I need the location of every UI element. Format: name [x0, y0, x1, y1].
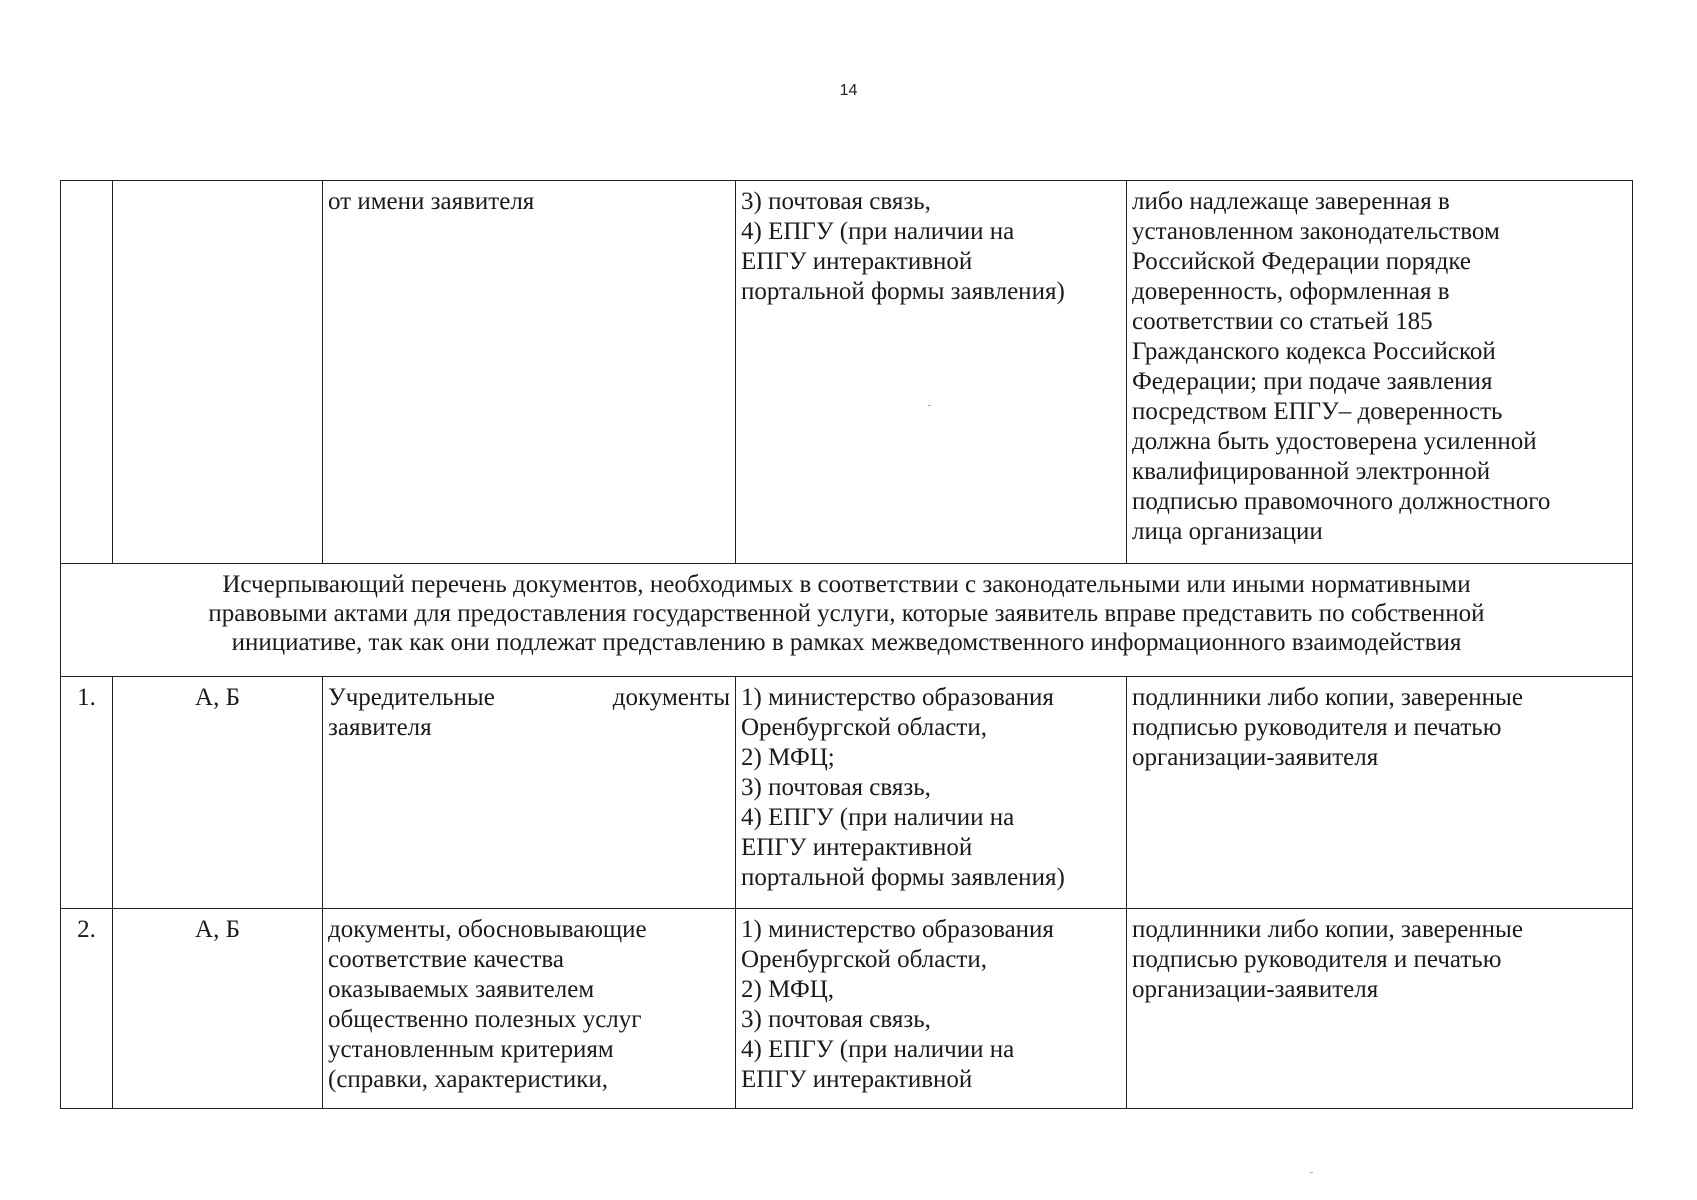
table-row: [61, 181, 1633, 564]
text-line: инициативе, так как они подлежат представлению в рамках межведомственного информационного взаимодействия: [231, 629, 1462, 656]
text-line: установленном законодательством: [1132, 218, 1500, 245]
text-line: должна быть удостоверена усиленной: [1132, 428, 1537, 455]
text-line: 3) почтовая связь,: [741, 188, 931, 215]
text-line: соответствие качества: [328, 946, 564, 973]
text-line: 4) ЕПГУ (при наличии на: [741, 218, 1015, 245]
text-line: портальной формы заявления): [741, 864, 1065, 891]
text-line: посредством ЕПГУ– доверенность: [1132, 398, 1503, 425]
text-line: 2) МФЦ,: [741, 976, 835, 1003]
text-line: либо надлежаще заверенная в: [1132, 188, 1450, 215]
section-header: [61, 564, 1633, 677]
text-line: 4) ЕПГУ (при наличии на: [741, 1036, 1015, 1063]
section-header-row: [61, 564, 1633, 677]
text-line: 1) министерство образования: [741, 684, 1054, 711]
text-line: 3) почтовая связь,: [741, 774, 931, 801]
text-line: установленным критериям: [328, 1036, 614, 1063]
text-line: организации-заявителя: [1132, 976, 1379, 1003]
requirements-cell: [1127, 909, 1633, 1109]
text-line: подписью руководителя и печатью: [1132, 946, 1502, 973]
text-line: организации-заявителя: [1132, 744, 1379, 771]
text-line: подлинники либо копии, заверенные: [1132, 916, 1523, 943]
text-line: правовыми актами для предоставления государственной услуги, которые заявитель вправе представить по собственной: [208, 600, 1485, 627]
channels-cell: [736, 677, 1127, 909]
text-line: 3) почтовая связь,: [741, 1006, 931, 1033]
text-line: [328, 683, 730, 713]
text-line: ЕПГУ интерактивной: [741, 834, 973, 861]
text-line: общественно полезных услуг: [328, 1006, 642, 1033]
text-line: документы, обосновывающие: [328, 916, 647, 943]
table-row: [61, 677, 1633, 909]
category-cell: А, Б: [113, 677, 323, 909]
text-line: заявителя: [328, 714, 432, 741]
row-number-cell: 2.: [61, 909, 113, 1109]
scan-speck: [928, 405, 931, 406]
documents-table: [60, 180, 1633, 1109]
text-line: ЕПГУ интерактивной: [741, 248, 973, 275]
document-cell: [323, 677, 736, 909]
text-line: Российской Федерации порядке: [1132, 248, 1471, 275]
scan-speck: [1310, 1172, 1313, 1173]
requirements-cell: [1127, 677, 1633, 909]
text-line: от имени заявителя: [328, 188, 535, 215]
text-line: квалифицированной электронной: [1132, 458, 1491, 485]
text-line: Исчерпывающий перечень документов, необходимых в соответствии с законодательными или иными нормативными: [222, 571, 1471, 598]
text-line: оказываемых заявителем: [328, 976, 595, 1003]
text-line: 2) МФЦ;: [741, 744, 835, 771]
text-word: документы: [612, 684, 730, 711]
text-line: Гражданского кодекса Российской: [1132, 338, 1496, 365]
category-cell: [113, 181, 323, 564]
text-line: (справки, характеристики,: [328, 1066, 608, 1093]
document-cell: [323, 909, 736, 1109]
text-line: подписью правомочного должностного: [1132, 488, 1551, 515]
text-line: 1) министерство образования: [741, 916, 1054, 943]
table-row: [61, 909, 1633, 1109]
text-line: подписью руководителя и печатью: [1132, 714, 1502, 741]
channels-cell: [736, 909, 1127, 1109]
requirements-cell: [1127, 181, 1633, 564]
document-cell: [323, 181, 736, 564]
text-word: Учредительные: [328, 684, 495, 711]
text-line: доверенность, оформленная в: [1132, 278, 1450, 305]
text-line: портальной формы заявления): [741, 278, 1065, 305]
page-number: 14: [839, 82, 858, 99]
text-line: Федерации; при подаче заявления: [1132, 368, 1493, 395]
text-line: лица организации: [1132, 518, 1323, 545]
category-cell: А, Б: [113, 909, 323, 1109]
text-line: 4) ЕПГУ (при наличии на: [741, 804, 1015, 831]
text-line: ЕПГУ интерактивной: [741, 1066, 973, 1093]
channels-cell: [736, 181, 1127, 564]
row-number-cell: 1.: [61, 677, 113, 909]
text-line: Оренбургской области,: [741, 714, 987, 741]
text-line: подлинники либо копии, заверенные: [1132, 684, 1523, 711]
text-line: соответствии со статьей 185: [1132, 308, 1433, 335]
text-line: Оренбургской области,: [741, 946, 987, 973]
row-number-cell: [61, 181, 113, 564]
